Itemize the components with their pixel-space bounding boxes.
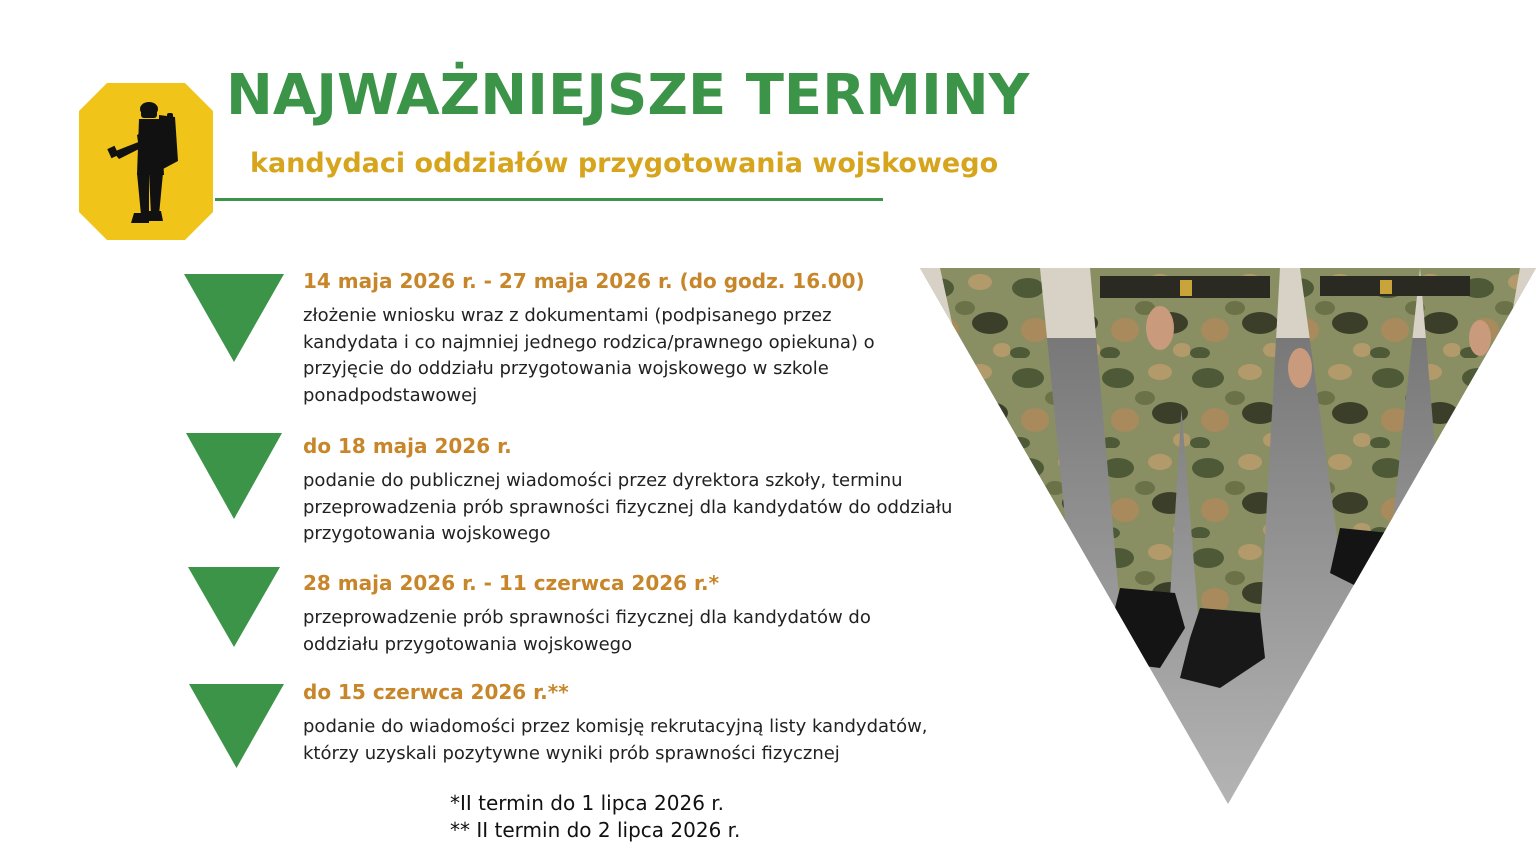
footnote: ** II termin do 2 lipca 2026 r. (450, 818, 741, 842)
footnote: *II termin do 1 lipca 2026 r. (450, 791, 725, 815)
timeline-marker-3 (188, 567, 280, 647)
entry-description: złożenie wniosku wraz z dokumentami (podpisanego przez kandydata i co najmniej jednego rodzica/prawnego opiekuna) o przyjęcie do oddziału przygotowania wojskowego w szkole ponadpodstawowej (303, 305, 875, 406)
timeline-entry (303, 678, 983, 767)
entry-description: podanie do publicznej wiadomości przez dyrektora szkoły, terminu przeprowadzenia prób sprawności fizycznej dla kandydatów do oddziału przygotowania wojskowego (303, 470, 953, 544)
timeline-entry (303, 569, 923, 658)
timeline-marker-2 (186, 433, 282, 519)
triangle-down-icon (188, 567, 280, 647)
triangle-down-icon (184, 274, 284, 362)
entry-description: podanie do wiadomości przez komisję rekrutacyjną listy kandydatów, którzy uzyskali pozytywne wyniki prób sprawności fizycznej (303, 716, 928, 764)
page-title: NAJWAŻNIEJSZE TERMINY (226, 63, 1030, 128)
triangle-down-icon (186, 433, 282, 519)
footnotes (450, 790, 740, 844)
timeline-marker-4 (189, 684, 284, 768)
timeline-entry (303, 267, 913, 409)
timeline-entry (303, 432, 953, 548)
page-subtitle: kandydaci oddziałów przygotowania wojskowego (250, 148, 999, 179)
entry-date: 14 maja 2026 r. - 27 maja 2026 r. (do godz. 16.00) (303, 269, 865, 293)
entry-date: 28 maja 2026 r. - 11 czerwca 2026 r.* (303, 571, 720, 595)
entry-date: do 18 maja 2026 r. (303, 434, 512, 458)
title-underline (215, 198, 883, 201)
logo-badge (79, 83, 213, 240)
entry-date: do 15 czerwca 2026 r.** (303, 680, 569, 704)
timeline-marker-1 (184, 274, 284, 362)
marching-soldiers-photo (920, 268, 1536, 804)
triangle-down-icon (189, 684, 284, 768)
entry-description: przeprowadzenie prób sprawności fizycznej dla kandydatów do oddziału przygotowania wojskowego (303, 607, 871, 655)
